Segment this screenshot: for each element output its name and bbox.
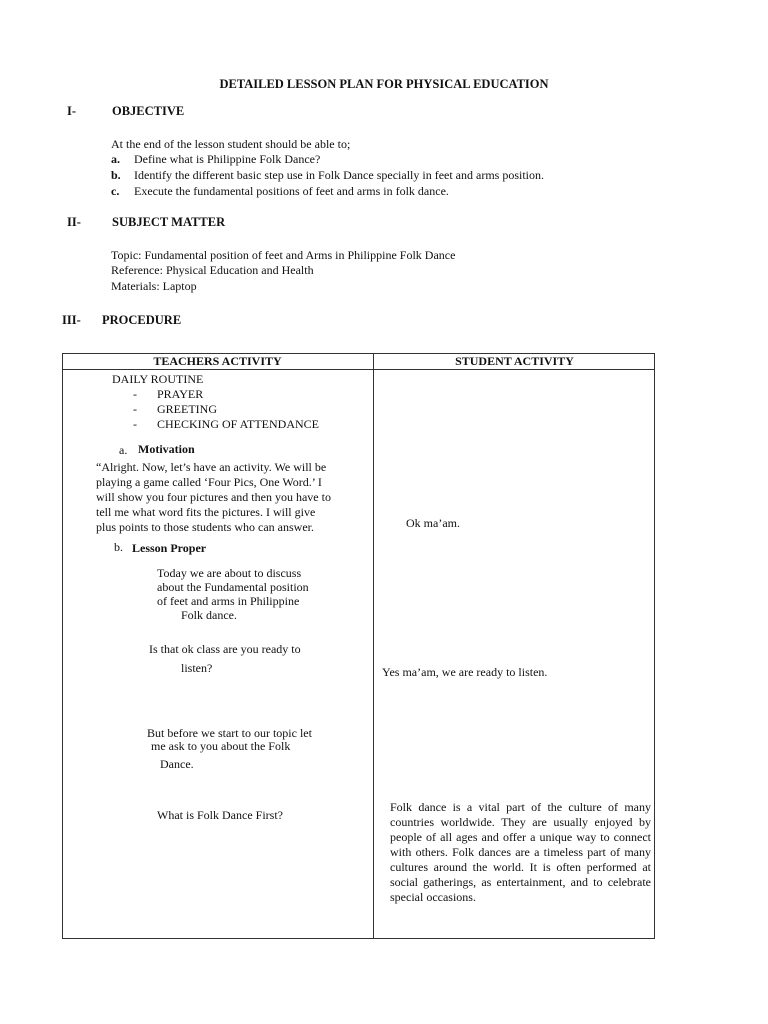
lesson-proper-label: b. <box>114 540 123 554</box>
student-response-ok: Ok ma’am. <box>406 516 460 530</box>
header-teachers-activity: TEACHERS ACTIVITY <box>153 354 282 368</box>
subject-materials: Materials: Laptop <box>111 279 197 293</box>
objective-item-label: c. <box>111 184 120 198</box>
objective-item-text: Execute the fundamental positions of feet and arms in folk dance. <box>134 184 449 198</box>
motivation-line-2: playing a game called ‘Four Pics, One Word.’ I <box>96 475 322 489</box>
routine-bullet: - <box>133 417 137 431</box>
section-number-objective: I- <box>67 104 77 118</box>
motivation-heading: Motivation <box>138 442 195 456</box>
routine-item-greeting <box>133 402 217 417</box>
routine-item-text: PRAYER <box>157 387 204 401</box>
routine-item-text: GREETING <box>157 402 217 416</box>
routine-item-prayer <box>133 387 203 402</box>
objective-item-text: Identify the different basic step use in Folk Dance specially in feet and arms position. <box>134 168 544 182</box>
motivation-line-1: “Alright. Now, let’s have an activity. We will be <box>96 460 327 474</box>
section-heading-objective: OBJECTIVE <box>112 104 185 118</box>
table-header-divider <box>62 369 655 370</box>
routine-item-attendance <box>133 417 319 432</box>
motivation-line-3: will show you four pictures and then you have to <box>96 490 331 504</box>
before-topic-line-3: Dance. <box>160 757 194 771</box>
table-column-divider <box>373 353 374 939</box>
motivation-line-5: plus points to those students who can answer. <box>96 520 314 534</box>
before-topic-line-1: But before we start to our topic let <box>147 726 312 740</box>
section-heading-procedure: PROCEDURE <box>102 313 182 327</box>
motivation-label: a. <box>119 443 128 457</box>
lesson-line-1: Today we are about to discuss <box>157 566 302 580</box>
objective-item-text: Define what is Philippine Folk Dance? <box>134 152 321 166</box>
routine-item-text: CHECKING OF ATTENDANCE <box>157 417 319 431</box>
lesson-line-3: of feet and arms in Philippine <box>157 594 300 608</box>
student-response-ready: Yes ma’am, we are ready to listen. <box>382 665 548 679</box>
lesson-line-2: about the Fundamental position <box>157 580 309 594</box>
subject-topic: Topic: Fundamental position of feet and Arms in Philippine Folk Dance <box>111 248 456 262</box>
objective-item-a <box>111 152 320 167</box>
objective-item-c <box>111 184 449 199</box>
before-topic-line-2: me ask to you about the Folk <box>151 739 291 753</box>
motivation-line-4: tell me what word fits the pictures. I will give <box>96 505 316 519</box>
objective-item-label: a. <box>111 152 120 166</box>
daily-routine-heading: DAILY ROUTINE <box>112 372 204 386</box>
folk-dance-question: What is Folk Dance First? <box>157 808 283 822</box>
ready-question-line-2: listen? <box>181 661 213 675</box>
routine-bullet: - <box>133 402 137 416</box>
lesson-proper-heading: Lesson Proper <box>132 541 207 555</box>
subject-reference: Reference: Physical Education and Health <box>111 263 314 277</box>
routine-bullet: - <box>133 387 137 401</box>
objective-item-label: b. <box>111 168 121 182</box>
document-title: DETAILED LESSON PLAN FOR PHYSICAL EDUCATION <box>219 77 549 91</box>
section-heading-subject-matter: SUBJECT MATTER <box>112 215 226 229</box>
section-number-procedure: III- <box>62 313 81 327</box>
objective-intro: At the end of the lesson student should be able to; <box>111 137 351 151</box>
section-number-subject-matter: II- <box>67 215 81 229</box>
ready-question-line-1: Is that ok class are you ready to <box>149 642 301 656</box>
student-response-folk-dance-definition: Folk dance is a vital part of the culture of many countries worldwide. They are usually enjoyed by people of all ages and offer a unique way to connect with others. Folk dances are a timeless part of many cultures around the world. It is often performed at social gatherings, as entertainment, and to celebrate special occasions. <box>390 800 651 904</box>
lesson-line-4: Folk dance. <box>181 608 237 622</box>
objective-item-b <box>111 168 544 183</box>
header-student-activity: STUDENT ACTIVITY <box>455 354 574 368</box>
